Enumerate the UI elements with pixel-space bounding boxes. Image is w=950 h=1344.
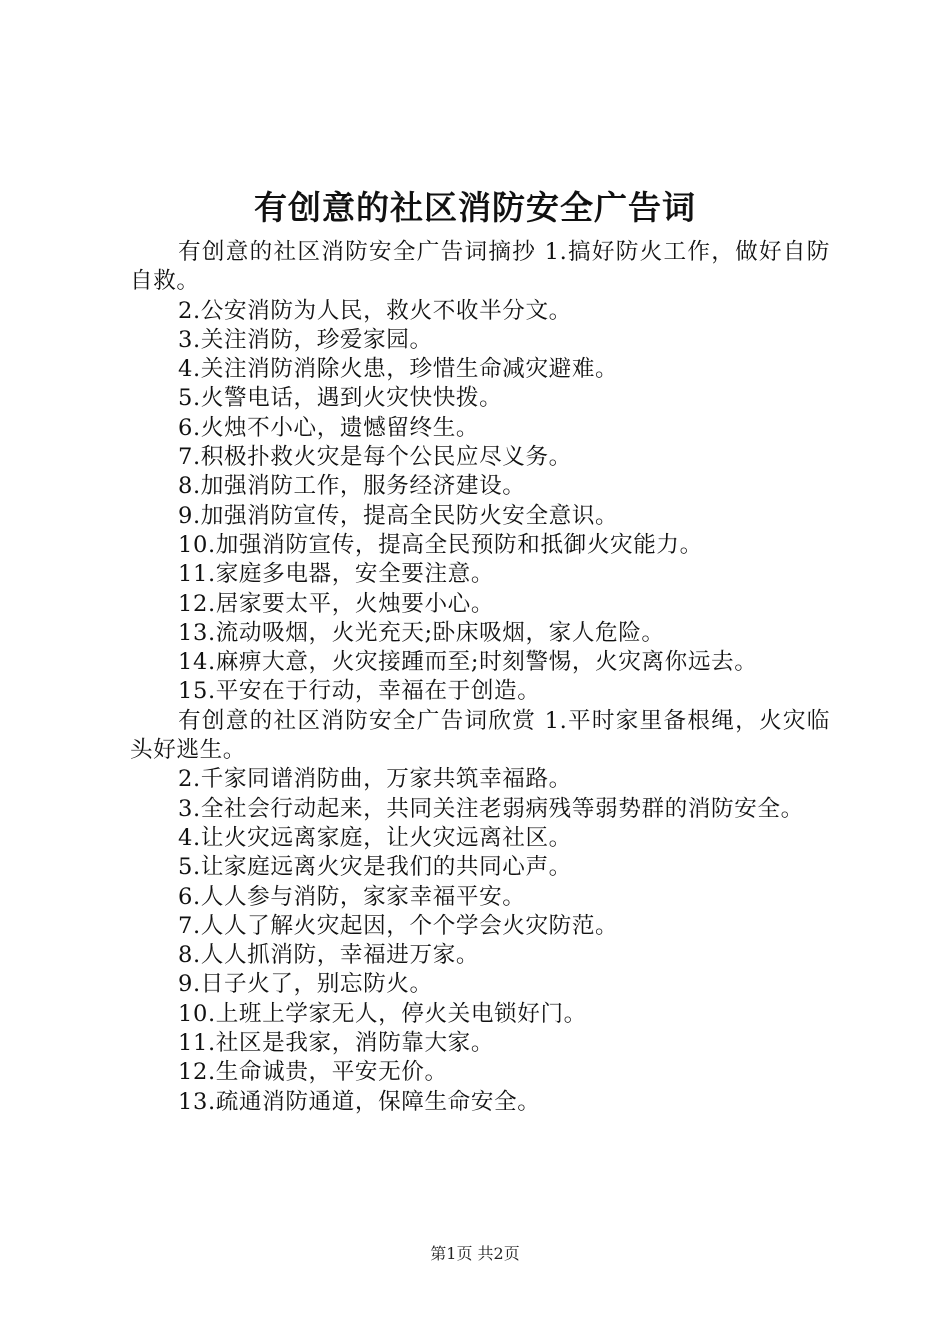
paragraph: 3.全社会行动起来，共同关注老弱病残等弱势群的消防安全。 xyxy=(178,795,804,822)
paragraph: 11.家庭多电器，安全要注意。 xyxy=(178,561,495,588)
paragraph: 6.人人参与消防，家家幸福平安。 xyxy=(178,883,526,910)
paragraph: 11.社区是我家，消防靠大家。 xyxy=(178,1030,495,1057)
paragraph: 13.疏通消防通道，保障生命安全。 xyxy=(178,1088,541,1115)
paragraph: 8.人人抓消防，幸福进万家。 xyxy=(178,942,480,969)
paragraph: 13.流动吸烟，火光充天;卧床吸烟，家人危险。 xyxy=(178,619,665,646)
paragraph: 6.火烛不小心，遗憾留终生。 xyxy=(178,414,480,441)
document-title: 有创意的社区消防安全广告词 xyxy=(254,188,696,227)
paragraph: 10.加强消防宣传，提高全民预防和抵御火灾能力。 xyxy=(178,531,703,558)
paragraph: 2.千家同谱消防曲，万家共筑幸福路。 xyxy=(178,766,572,793)
paragraph: 4.关注消防消除火患，珍惜生命减灾避难。 xyxy=(178,356,619,383)
paragraph: 15.平安在于行动，幸福在于创造。 xyxy=(178,678,541,705)
paragraph: 12.生命诚贵，平安无价。 xyxy=(178,1059,448,1086)
page-footer: 第1页 共2页 xyxy=(430,1244,520,1263)
paragraph: 9.加强消防宣传，提高全民防火安全意识。 xyxy=(178,502,619,529)
paragraph: 5.火警电话，遇到火灾快快拨。 xyxy=(178,385,503,412)
paragraph: 12.居家要太平，火烛要小心。 xyxy=(178,590,495,617)
paragraph: 14.麻痹大意，火灾接踵而至;时刻警惕，火灾离你远去。 xyxy=(178,649,758,676)
paragraph: 4.让火灾远离家庭，让火灾远离社区。 xyxy=(178,824,572,851)
paragraph: 9.日子火了，别忘防火。 xyxy=(178,971,433,998)
paragraph: 8.加强消防工作，服务经济建设。 xyxy=(178,473,526,500)
document-body xyxy=(130,238,830,1117)
paragraph: 5.让家庭远离火灾是我们的共同心声。 xyxy=(178,854,572,881)
paragraph: 2.公安消防为人民，救火不收半分文。 xyxy=(178,297,572,324)
paragraph: 7.人人了解火灾起因，个个学会火灾防范。 xyxy=(178,912,619,939)
paragraph: 有创意的社区消防安全广告词欣赏 1.平时家里备根绳，火灾临头好逃生。 xyxy=(130,707,830,764)
paragraph: 有创意的社区消防安全广告词摘抄 1.搞好防火工作，做好自防自救。 xyxy=(130,239,830,295)
paragraph: 10.上班上学家无人，停火关电锁好门。 xyxy=(178,1000,587,1027)
paragraph: 7.积极扑救火灾是每个公民应尽义务。 xyxy=(178,444,572,471)
paragraph: 3.关注消防，珍爱家园。 xyxy=(178,326,433,353)
